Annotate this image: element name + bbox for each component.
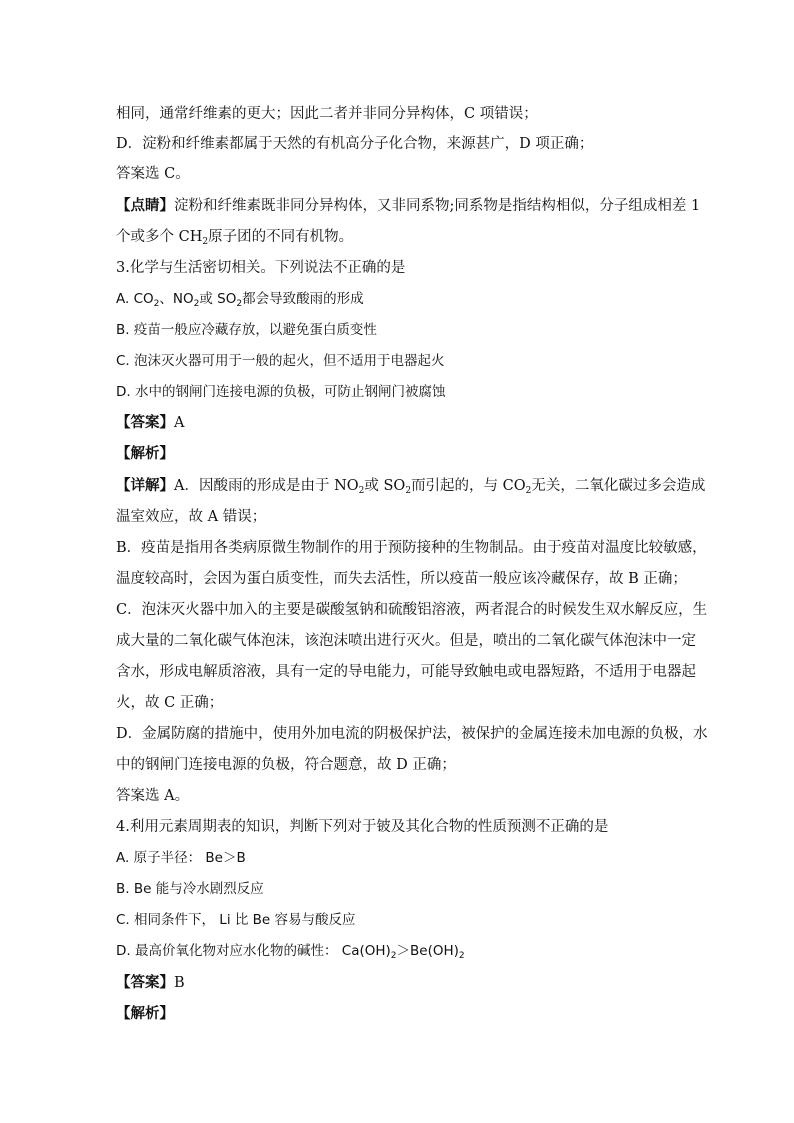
text-line bbox=[116, 724, 708, 744]
text-line bbox=[116, 631, 694, 651]
text-line bbox=[116, 134, 694, 154]
subscript: 2 bbox=[193, 299, 200, 309]
question-stem bbox=[116, 817, 694, 837]
tip-label: 【点睛】 bbox=[116, 197, 174, 214]
analysis-heading bbox=[116, 444, 694, 464]
line-text: D. 最高价氧化物对应水化物的碱性： Ca(OH) bbox=[116, 943, 391, 959]
line-text: D．淀粉和纤维素都属于天然的有机高分子化合物，来源甚广，D 项正确； bbox=[116, 136, 594, 152]
line-text: 答案选 A。 bbox=[116, 788, 190, 804]
answer-value: B bbox=[174, 975, 185, 991]
line-text: 温室效应，故 A 错误； bbox=[116, 509, 267, 525]
subscript: 2 bbox=[153, 299, 160, 309]
line-text: 答案选 C。 bbox=[116, 166, 190, 182]
subscript: 2 bbox=[358, 486, 365, 496]
subscript: 2 bbox=[390, 951, 397, 961]
answer-value: A bbox=[174, 415, 185, 431]
option-d bbox=[116, 382, 694, 402]
option-a bbox=[116, 289, 694, 309]
line-text: 而引起的，与 CO bbox=[411, 478, 526, 494]
text-line bbox=[116, 227, 694, 247]
line-text: 都会导致酸雨的形成 bbox=[242, 291, 364, 307]
line-text: 淀粉和纤维素既非同分异构体，又非同系物;同系物是指结构相似，分子组成相差 1 bbox=[174, 198, 701, 214]
answer-label: 【答案】 bbox=[116, 974, 174, 991]
line-text: C．泡沫灭火器中加入的主要是碳酸氢钠和硫酸铝溶液，两者混合的时候发生双水解反应，生 bbox=[116, 602, 708, 618]
text-line bbox=[116, 569, 694, 589]
line-text: 相同，通常纤维素的更大；因此二者并非同分异构体，C 项错误； bbox=[116, 106, 538, 122]
answer-line bbox=[116, 413, 694, 433]
option-c bbox=[116, 910, 694, 930]
subscript: 2 bbox=[525, 486, 532, 496]
text-line bbox=[116, 755, 694, 775]
text-line bbox=[116, 786, 694, 806]
line-text: 火，故 C 正确； bbox=[116, 695, 224, 711]
line-text: 温度较高时，会因为蛋白质变性，而失去活性，所以疫苗一般应该冷藏保存，故 B 正确； bbox=[116, 571, 687, 587]
detail-label: 【详解】 bbox=[116, 477, 174, 494]
line-text: 3.化学与生活密切相关。下列说法不正确的是 bbox=[116, 260, 406, 276]
subscript: 2 bbox=[236, 299, 243, 309]
subscript: 2 bbox=[202, 237, 209, 247]
line-text: 4.利用元素周期表的知识，判断下列对于铍及其化合物的性质预测不正确的是 bbox=[116, 819, 609, 835]
answer-label: 【答案】 bbox=[116, 414, 174, 431]
line-text: 中的钢闸门连接电源的负极，符合题意，故 D 正确； bbox=[116, 757, 456, 773]
line-text: 无关，二氧化碳过多会造成 bbox=[531, 478, 706, 494]
text-line bbox=[116, 600, 708, 620]
line-text: A. CO bbox=[116, 291, 154, 307]
line-text: D. 水中的钢闸门连接电源的负极，可防止钢闸门被腐蚀 bbox=[116, 384, 446, 400]
line-text: C. 泡沫灭火器可用于一般的起火，但不适用于电器起火 bbox=[116, 353, 445, 369]
line-text: 或 SO bbox=[364, 478, 406, 494]
line-text: A. 原子半径： Be＞B bbox=[116, 850, 246, 866]
analysis-label: 【解析】 bbox=[116, 1005, 174, 1022]
line-text: B. Be 能与冷水剧烈反应 bbox=[116, 881, 264, 897]
text-line bbox=[116, 164, 694, 184]
line-text: 原子团的不同有机物。 bbox=[208, 229, 354, 245]
line-text: B. 疫苗一般应冷藏存放，以避免蛋白质变性 bbox=[116, 322, 377, 338]
line-text: 或 SO bbox=[199, 291, 237, 307]
analysis-label: 【解析】 bbox=[116, 445, 174, 462]
line-text: 个或多个 CH bbox=[116, 229, 203, 245]
line-text: A．因酸雨的形成是由于 NO bbox=[174, 478, 359, 494]
line-text: 含水，形成电解质溶液，具有一定的导电能力，可能导致触电或电器短路，不适用于电器起 bbox=[116, 664, 696, 680]
question-stem bbox=[116, 258, 694, 278]
detail-line bbox=[116, 476, 706, 496]
line-text: 成大量的二氧化碳气体泡沫，该泡沫喷出进行灭火。但是，喷出的二氧化碳气体泡沫中一定 bbox=[116, 633, 696, 649]
text-line bbox=[116, 507, 694, 527]
line-text: C. 相同条件下， Li 比 Be 容易与酸反应 bbox=[116, 912, 356, 928]
line-text: ＞Be(OH) bbox=[396, 943, 459, 959]
option-c bbox=[116, 351, 694, 371]
text-line bbox=[116, 104, 694, 124]
line-text: B．疫苗是指用各类病原微生物制作的用于预防接种的生物制品。由于疫苗对温度比较敏感， bbox=[116, 540, 707, 556]
text-line bbox=[116, 662, 694, 682]
tip-line bbox=[116, 196, 701, 216]
option-d bbox=[116, 941, 694, 961]
subscript: 2 bbox=[405, 486, 412, 496]
line-text: D．金属防腐的措施中，使用外加电流的阴极保护法，被保护的金属连接未加电源的负极，水 bbox=[116, 726, 708, 742]
text-line bbox=[116, 693, 694, 713]
answer-line bbox=[116, 973, 694, 993]
option-a bbox=[116, 848, 694, 868]
text-line bbox=[116, 538, 707, 558]
option-b bbox=[116, 320, 694, 340]
line-text: 、NO bbox=[159, 291, 194, 307]
option-b bbox=[116, 879, 694, 899]
analysis-heading bbox=[116, 1004, 694, 1024]
subscript: 2 bbox=[458, 951, 465, 961]
